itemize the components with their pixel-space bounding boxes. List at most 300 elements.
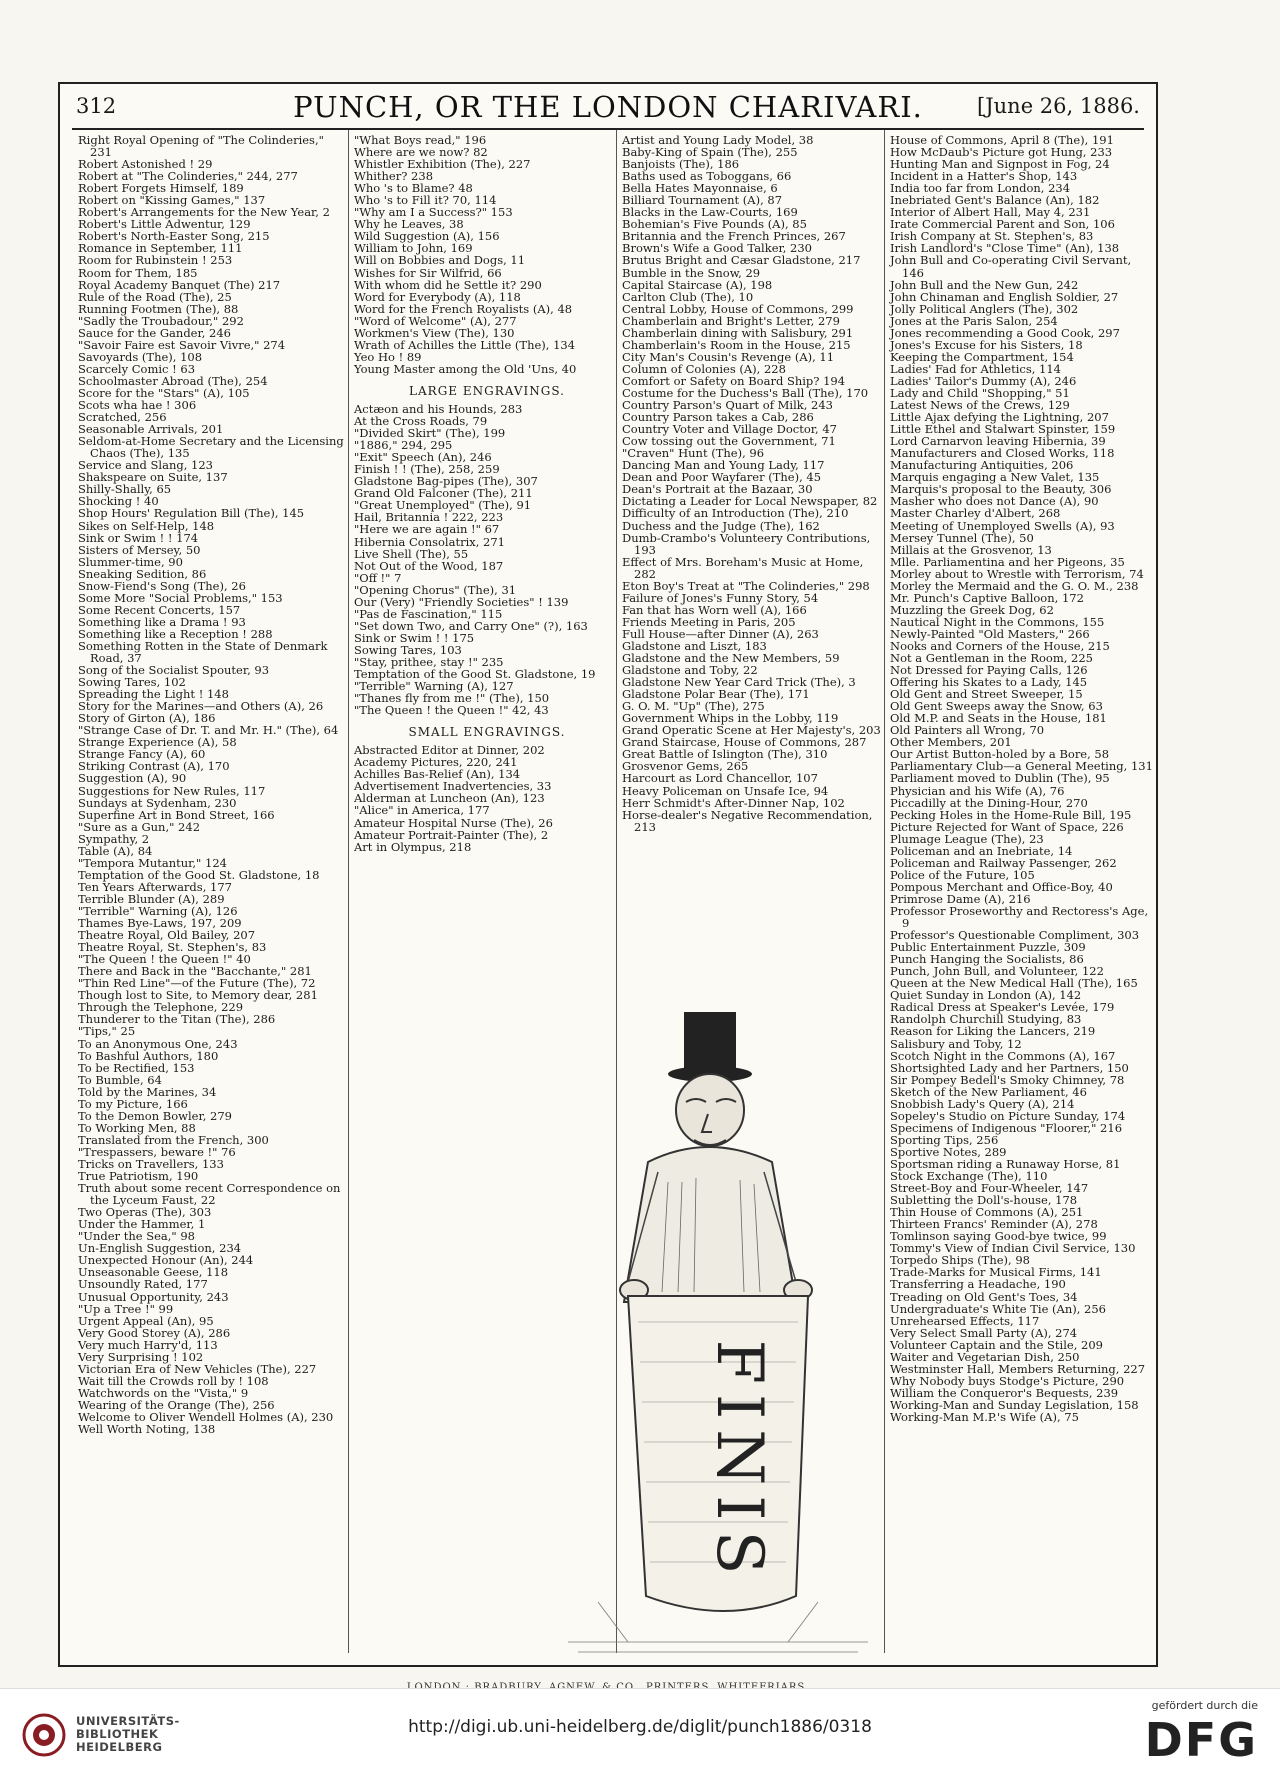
index-entry: Mr. Punch's Captive Balloon, 172 xyxy=(890,590,1084,605)
index-entry: Country Voter and Village Doctor, 47 xyxy=(622,422,837,437)
index-entry: Gladstone and Liszt, 183 xyxy=(622,638,767,653)
index-entry: Irish Company at St. Stephen's, 83 xyxy=(890,229,1094,244)
index-entry: Ten Years Afterwards, 177 xyxy=(78,879,232,894)
index-entry: Brutus Bright and Cæsar Gladstone, 217 xyxy=(622,253,861,268)
index-entry: "Off !" 7 xyxy=(354,570,402,585)
index-entry: Under the Hammer, 1 xyxy=(78,1217,206,1232)
index-entry: Billiard Tournament (A), 87 xyxy=(622,193,783,208)
index-entry: Trade-Marks for Musical Firms, 141 xyxy=(890,1265,1102,1280)
index-entry: Shakspeare on Suite, 137 xyxy=(78,470,228,485)
index-entry: Seasonable Arrivals, 201 xyxy=(78,422,224,437)
index-entry: "Pas de Fascination," 115 xyxy=(354,606,503,621)
index-entry: Parliamentary Club—a General Meeting, 131 xyxy=(890,759,1153,774)
index-entry: Marquis engaging a New Valet, 135 xyxy=(890,470,1100,485)
index-entry: Song of the Socialist Spouter, 93 xyxy=(78,663,270,678)
index-entry: Comfort or Safety on Board Ship? 194 xyxy=(622,373,846,388)
index-entry: Subletting the Doll's-house, 178 xyxy=(890,1193,1078,1208)
index-entry: Though lost to Site, to Memory dear, 281 xyxy=(78,988,318,1003)
index-entry: "The Queen ! the Queen !" 40 xyxy=(78,952,251,967)
index-entry: "Sure as a Gun," 242 xyxy=(78,819,201,834)
index-entry: G. O. M. "Up" (The), 275 xyxy=(622,699,765,714)
index-entry: True Patriotism, 190 xyxy=(78,1169,199,1184)
index-entry: Ladies' Fad for Athletics, 114 xyxy=(890,361,1061,376)
page-number: 312 xyxy=(76,94,117,118)
newspaper-page xyxy=(58,82,1158,1667)
index-entry: Professor's Questionable Compliment, 303 xyxy=(890,928,1140,943)
index-entry: Told by the Marines, 34 xyxy=(78,1084,217,1099)
index-entry: Chamberlain's Room in the House, 215 xyxy=(622,337,851,352)
index-entry: "Savoir Faire est Savoir Vivre," 274 xyxy=(78,337,286,352)
index-entry: Harcourt as Lord Chancellor, 107 xyxy=(622,771,818,786)
index-entry: Where are we now? 82 xyxy=(354,145,488,160)
index-entry: Friends Meeting in Paris, 205 xyxy=(622,614,796,629)
index-entry: Story for the Marines—and Others (A), 26 xyxy=(78,699,324,714)
index-entry: Actæon and his Hounds, 283 xyxy=(354,401,523,416)
index-entry: Schoolmaster Abroad (The), 254 xyxy=(78,373,268,388)
document-url-link[interactable]: http://digi.ub.uni-heidelberg.de/diglit/punch1886/0318 xyxy=(408,1717,872,1737)
index-entry: Through the Telephone, 229 xyxy=(78,1000,244,1015)
index-entry: Britannia and the French Princes, 267 xyxy=(622,229,846,244)
index-entry: Savoyards (The), 108 xyxy=(78,349,203,364)
index-entry: Dictating a Leader for Local Newspaper, 82 xyxy=(622,494,878,509)
index-entry: Unexpected Honour (An), 244 xyxy=(78,1253,254,1268)
index-entry: Hibernia Consolatrix, 271 xyxy=(354,534,505,549)
index-entry: Whither? 238 xyxy=(354,169,434,184)
index-entry: Sympathy, 2 xyxy=(78,831,150,846)
index-entry: India too far from London, 234 xyxy=(890,181,1071,196)
index-entry: Stock Exchange (The), 110 xyxy=(890,1169,1048,1184)
index-entry: Live Shell (The), 55 xyxy=(354,546,469,561)
index-entry: Romance in September, 111 xyxy=(78,241,243,256)
index-entry: Service and Slang, 123 xyxy=(78,458,213,473)
index-entry: Urgent Appeal (An), 95 xyxy=(78,1313,214,1328)
index-entry: Working-Man M.P.'s Wife (A), 75 xyxy=(890,1409,1079,1424)
index-entry: Thunderer to the Titan (The), 286 xyxy=(78,1012,276,1027)
index-entry: Banjoists (The), 186 xyxy=(622,157,740,172)
index-entry: Fan that has Worn well (A), 166 xyxy=(622,602,807,617)
index-entry: Failure of Jones's Funny Story, 54 xyxy=(622,590,819,605)
index-entry: Lady and Child "Shopping," 51 xyxy=(890,385,1070,400)
index-entry: Whistler Exhibition (The), 227 xyxy=(354,157,531,172)
index-entry: Quiet Sunday in London (A), 142 xyxy=(890,988,1082,1003)
index-entry: "Strange Case of Dr. T. and Mr. H." (The), 64 xyxy=(78,723,339,738)
index-entry: Transferring a Headache, 190 xyxy=(890,1277,1066,1292)
index-entry: Country Parson takes a Cab, 286 xyxy=(622,410,814,425)
index-entry: Interior of Albert Hall, May 4, 231 xyxy=(890,205,1091,220)
index-entry: "Here we are again !" 67 xyxy=(354,522,500,537)
index-entry: Word for the French Royalists (A), 48 xyxy=(354,301,573,316)
index-entry: Tommy's View of Indian Civil Service, 130 xyxy=(890,1241,1136,1256)
index-entry: Wearing of the Orange (The), 256 xyxy=(78,1397,275,1412)
index-entry: Terrible Blunder (A), 289 xyxy=(78,891,225,906)
index-entry: Sneaking Sedition, 86 xyxy=(78,566,207,581)
index-entry: Rule of the Road (The), 25 xyxy=(78,289,232,304)
index-entry: Translated from the French, 300 xyxy=(78,1132,269,1147)
index-entry: Alderman at Luncheon (An), 123 xyxy=(354,791,545,806)
index-entry: Yeo Ho ! 89 xyxy=(354,349,422,364)
index-entry: To be Rectified, 153 xyxy=(78,1060,195,1075)
index-entry: Slummer-time, 90 xyxy=(78,554,183,569)
figure-head xyxy=(676,1074,744,1146)
index-entry: "Trespassers, beware !" 76 xyxy=(78,1144,236,1159)
index-entry: Chamberlain dining with Salisbury, 291 xyxy=(622,325,854,340)
index-entry: Score for the "Stars" (A), 105 xyxy=(78,385,250,400)
index-column-1 xyxy=(78,134,344,1435)
index-entry: Thirteen Francs' Reminder (A), 278 xyxy=(890,1217,1098,1232)
index-entry: Something like a Drama ! 93 xyxy=(78,614,246,629)
index-entry: Scarcely Comic ! 63 xyxy=(78,361,196,376)
index-entry: Sopeley's Studio on Picture Sunday, 174 xyxy=(890,1108,1126,1123)
index-entry: How McDaub's Picture got Hung, 233 xyxy=(890,145,1113,160)
index-entry: "Stay, prithee, stay !" 235 xyxy=(354,654,504,669)
index-entry: Jones recommending a Good Cook, 297 xyxy=(890,325,1120,340)
index-entry: "Tips," 25 xyxy=(78,1024,136,1039)
index-entry: Very Good Storey (A), 286 xyxy=(78,1325,231,1340)
index-entry: With whom did he Settle it? 290 xyxy=(354,277,542,292)
index-entry: Sporting Tips, 256 xyxy=(890,1132,999,1147)
index-entry: Victorian Era of New Vehicles (The), 227 xyxy=(78,1361,317,1376)
index-entry: Why Nobody buys Stodge's Picture, 290 xyxy=(890,1373,1125,1388)
index-entry: Piccadilly at the Dining-Hour, 270 xyxy=(890,795,1088,810)
funded-by-label: gefördert durch die xyxy=(1151,1699,1258,1712)
index-entry: Robert Astonished ! 29 xyxy=(78,157,213,172)
index-entry: Reason for Liking the Lancers, 219 xyxy=(890,1024,1096,1039)
index-entry: Offering his Skates to a Lady, 145 xyxy=(890,675,1088,690)
index-entry: There and Back in the "Bacchante," 281 xyxy=(78,964,312,979)
index-entry: Difficulty of an Introduction (The), 210 xyxy=(622,506,849,521)
index-entry: Some Recent Concerts, 157 xyxy=(78,602,241,617)
issue-date: [June 26, 1886. xyxy=(977,94,1140,118)
index-entry: Undergraduate's White Tie (An), 256 xyxy=(890,1301,1106,1316)
index-entry: Wishes for Sir Wilfrid, 66 xyxy=(354,265,502,280)
index-entry: Academy Pictures, 220, 241 xyxy=(354,755,518,770)
index-entry: Running Footmen (The), 88 xyxy=(78,301,239,316)
index-entry: William to John, 169 xyxy=(354,241,473,256)
index-entry: Latest News of the Crews, 129 xyxy=(890,398,1070,413)
large-engravings-heading: LARGE ENGRAVINGS. xyxy=(409,383,565,398)
index-entry: Full House—after Dinner (A), 263 xyxy=(622,626,819,641)
index-entry: House of Commons, April 8 (The), 191 xyxy=(890,133,1114,147)
index-entry: Something Rotten in the State of Denmark Road, 37 xyxy=(78,638,328,666)
index-entry: Sowing Tares, 103 xyxy=(354,642,462,657)
index-entry: Shocking ! 40 xyxy=(78,494,159,509)
index-entry: Salisbury and Toby, 12 xyxy=(890,1036,1022,1051)
index-entry: Who 's to Blame? 48 xyxy=(354,181,473,196)
index-entry: Hail, Britannia ! 222, 223 xyxy=(354,510,504,525)
index-entry: To my Picture, 166 xyxy=(78,1096,188,1111)
index-entry: Picture Rejected for Want of Space, 226 xyxy=(890,819,1124,834)
index-entry: Primrose Dame (A), 216 xyxy=(890,891,1031,906)
index-entry: Pecking Holes in the Home-Rule Bill, 195 xyxy=(890,807,1132,822)
index-entry: Irish Landlord's "Close Time" (An), 138 xyxy=(890,241,1120,256)
index-entry: To Bumble, 64 xyxy=(78,1072,162,1087)
index-entry: Waiter and Vegetarian Dish, 250 xyxy=(890,1349,1080,1364)
index-entry: Theatre Royal, St. Stephen's, 83 xyxy=(78,940,267,955)
index-entry: Policeman and an Inebriate, 14 xyxy=(890,843,1073,858)
index-entry: Seldom-at-Home Secretary and the Licensing Chaos (The), 135 xyxy=(78,434,344,461)
index-entry: Sketch of the New Parliament, 46 xyxy=(890,1084,1087,1099)
library-name: UNIVERSITÄTS- BIBLIOTHEK HEIDELBERG xyxy=(76,1714,180,1754)
index-entry: Herr Schmidt's After-Dinner Nap, 102 xyxy=(622,795,845,810)
index-entry: Our Artist Button-holed by a Bore, 58 xyxy=(890,747,1110,762)
index-entry: Manufacturing Antiquities, 206 xyxy=(890,458,1074,473)
index-entry: Advertisement Inadvertencies, 33 xyxy=(354,779,552,794)
index-entry: Morley about to Wrestle with Terrorism, 74 xyxy=(890,566,1144,581)
index-entry: Gladstone and the New Members, 59 xyxy=(622,651,840,666)
index-entry: To an Anonymous One, 243 xyxy=(78,1036,238,1051)
index-entry: Dancing Man and Young Lady, 117 xyxy=(622,458,825,473)
index-entry: Temptation of the Good St. Gladstone, 19 xyxy=(354,667,596,682)
index-entry: Sink or Swim ! ! 175 xyxy=(354,630,475,645)
index-entry: Muzzling the Greek Dog, 62 xyxy=(890,602,1054,617)
index-entry: Welcome to Oliver Wendell Holmes (A), 230 xyxy=(78,1409,334,1424)
index-entry: Thames Bye-Laws, 197, 209 xyxy=(78,916,242,931)
index-entry: Nautical Night in the Commons, 155 xyxy=(890,614,1105,629)
index-entry: To Working Men, 88 xyxy=(78,1120,196,1135)
index-entry: Newly-Painted "Old Masters," 266 xyxy=(890,626,1090,641)
index-entry: At the Cross Roads, 79 xyxy=(354,414,488,429)
index-entry: Table (A), 84 xyxy=(78,843,153,858)
viewer-bottom-bar xyxy=(0,1688,1280,1777)
index-entry: Robert's Arrangements for the New Year, 2 xyxy=(78,205,330,220)
index-entry: Striking Contrast (A), 170 xyxy=(78,759,230,774)
figure-coat xyxy=(624,1147,796,1302)
index-entry: Shilly-Shally, 65 xyxy=(78,482,172,497)
index-entry: Not Dressed for Paying Calls, 126 xyxy=(890,663,1088,678)
index-entry: Old Gent Sweeps away the Snow, 63 xyxy=(890,699,1103,714)
index-entry: Police of the Future, 105 xyxy=(890,867,1035,882)
index-entry: Little Ethel and Stalwart Spinster, 159 xyxy=(890,422,1116,437)
index-entry: "Great Unemployed" (The), 91 xyxy=(354,498,532,513)
index-entry: Punch Hanging the Socialists, 86 xyxy=(890,952,1084,967)
index-entry: John Chinaman and English Soldier, 27 xyxy=(890,289,1119,304)
index-entry: Suggestion (A), 90 xyxy=(78,771,187,786)
index-entry: Heavy Policeman on Unsafe Ice, 94 xyxy=(622,783,829,798)
index-entry: Robert's North-Easter Song, 215 xyxy=(78,229,270,244)
index-entry: Temptation of the Good St. Gladstone, 18 xyxy=(78,867,320,882)
index-entry: Robert's Little Adwentur, 129 xyxy=(78,217,251,232)
index-entry: Suggestions for New Rules, 117 xyxy=(78,783,266,798)
index-entry: Strange Experience (A), 58 xyxy=(78,735,237,750)
index-entry: Manufacturers and Closed Works, 118 xyxy=(890,446,1115,461)
index-entry: Story of Girton (A), 186 xyxy=(78,711,216,726)
index-entry: "Tempora Mutantur," 124 xyxy=(78,855,227,870)
index-entry: "The Queen ! the Queen !" 42, 43 xyxy=(354,703,549,718)
index-entry: "What Boys read," 196 xyxy=(354,133,487,147)
index-entry: Grand Staircase, House of Commons, 287 xyxy=(622,735,867,750)
index-entry: Wait till the Crowds roll by ! 108 xyxy=(78,1373,269,1388)
small-engravings-heading: SMALL ENGRAVINGS. xyxy=(408,725,566,740)
index-entry: Robert Forgets Himself, 189 xyxy=(78,181,244,196)
index-entry: Carlton Club (The), 10 xyxy=(622,289,754,304)
index-entry: Our (Very) "Friendly Societies" ! 139 xyxy=(354,594,569,609)
index-entry: Truth about some recent Correspondence on the Lyceum Faust, 22 xyxy=(78,1181,341,1208)
index-entry: Master Charley d'Albert, 268 xyxy=(890,506,1061,521)
index-entry: Dean and Poor Wayfarer (The), 45 xyxy=(622,470,822,485)
index-entry: Wild Suggestion (A), 156 xyxy=(354,229,500,244)
index-entry: Blacks in the Law-Courts, 169 xyxy=(622,205,798,220)
index-entry: John Bull and the New Gun, 242 xyxy=(890,277,1079,292)
index-entry: "Up a Tree !" 99 xyxy=(78,1301,174,1316)
index-entry: Very much Harry'd, 113 xyxy=(78,1337,218,1352)
index-entry: Watchwords on the "Vista," 9 xyxy=(78,1385,249,1400)
index-entry: Bohemian's Five Pounds (A), 85 xyxy=(622,217,807,232)
index-entry: William the Conqueror's Bequests, 239 xyxy=(890,1385,1119,1400)
index-entry: Amateur Portrait-Painter (The), 2 xyxy=(354,827,549,842)
index-entry: Scots wha hae ! 306 xyxy=(78,398,197,413)
index-entry: Eton Boy's Treat at "The Colinderies," 298 xyxy=(622,578,870,593)
index-entry: Hunting Man and Signpost in Fog, 24 xyxy=(890,157,1110,172)
index-entry: Street-Boy and Four-Wheeler, 147 xyxy=(890,1181,1089,1196)
index-entry: "Craven" Hunt (The), 96 xyxy=(622,446,765,461)
index-entry: Old Gent and Street Sweeper, 15 xyxy=(890,687,1083,702)
index-entry: Jones at the Paris Salon, 254 xyxy=(890,313,1058,328)
index-entry: Mlle. Parliamentina and her Pigeons, 35 xyxy=(890,554,1125,569)
index-entry: Robert on "Kissing Games," 137 xyxy=(78,193,266,208)
index-entry: Word for Everybody (A), 118 xyxy=(354,289,521,304)
index-entry: Sir Pompey Bedell's Smoky Chimney, 78 xyxy=(890,1072,1125,1087)
index-entry: Chamberlain and Bright's Letter, 279 xyxy=(622,313,840,328)
index-entry: Tricks on Travellers, 133 xyxy=(78,1156,224,1171)
index-entry: Amateur Hospital Nurse (The), 26 xyxy=(354,815,553,830)
index-entry: Old Painters all Wrong, 70 xyxy=(890,723,1045,738)
index-column-2 xyxy=(354,134,620,853)
index-entry: Shortsighted Lady and her Partners, 150 xyxy=(890,1060,1129,1075)
index-entry: Inebriated Gent's Balance (An), 182 xyxy=(890,193,1100,208)
index-entry: Government Whips in the Lobby, 119 xyxy=(622,711,839,726)
index-entry: Country Parson's Quart of Milk, 243 xyxy=(622,398,833,413)
index-entry: Strange Fancy (A), 60 xyxy=(78,747,206,762)
index-entry: Effect of Mrs. Boreham's Music at Home, 282 xyxy=(622,554,864,581)
index-entry: Dumb-Crambo's Volunteery Contributions, 193 xyxy=(622,530,871,557)
index-entry: Treading on Old Gent's Toes, 34 xyxy=(890,1289,1078,1304)
index-entry: Punch, John Bull, and Volunteer, 122 xyxy=(890,964,1104,979)
index-entry: Grand Operatic Scene at Her Majesty's, 203 xyxy=(622,723,881,738)
index-entry: "Word of Welcome" (A), 277 xyxy=(354,313,517,328)
index-entry: Unrehearsed Effects, 117 xyxy=(890,1313,1040,1328)
index-entry: Not a Gentleman in the Room, 225 xyxy=(890,651,1094,666)
index-entry: Who 's to Fill it? 70, 114 xyxy=(354,193,497,208)
index-entry: "Under the Sea," 98 xyxy=(78,1229,195,1244)
index-entry: Sportsman riding a Runaway Horse, 81 xyxy=(890,1156,1121,1171)
index-entry: "Terrible" Warning (A), 126 xyxy=(78,904,238,918)
index-entry: Tomlinson saying Good-bye twice, 99 xyxy=(890,1229,1107,1244)
top-hat-icon xyxy=(684,1012,736,1072)
dfg-logo[interactable] xyxy=(1098,1699,1258,1769)
index-entry: Randolph Churchill Studying, 83 xyxy=(890,1012,1082,1027)
index-entry: Room for Rubinstein ! 253 xyxy=(78,253,233,268)
index-entry: Ladies' Tailor's Dummy (A), 246 xyxy=(890,373,1077,388)
index-entry: Wrath of Achilles the Little (The), 134 xyxy=(354,337,576,352)
index-entry: Robert at "The Colinderies," 244, 277 xyxy=(78,169,298,184)
index-entry: "Thanes fly from me !" (The), 150 xyxy=(354,691,550,706)
index-entry: Policeman and Railway Passenger, 262 xyxy=(890,855,1117,870)
index-entry: Very Surprising ! 102 xyxy=(78,1349,204,1364)
index-entry: Costume for the Duchess's Ball (The), 170 xyxy=(622,385,869,400)
index-entry: Abstracted Editor at Dinner, 202 xyxy=(354,743,545,758)
index-entry: "Opening Chorus" (The), 31 xyxy=(354,582,517,597)
index-entry: Brown's Wife a Good Talker, 230 xyxy=(622,241,812,256)
index-entry: Thin House of Commons (A), 251 xyxy=(890,1205,1084,1220)
index-entry: Working-Man and Sunday Legislation, 158 xyxy=(890,1397,1139,1412)
index-entry: Snow-Fiend's Song (The), 26 xyxy=(78,578,246,593)
index-entry: Shop Hours' Regulation Bill (The), 145 xyxy=(78,506,305,521)
index-entry: Duchess and the Judge (The), 162 xyxy=(622,518,820,533)
index-entry: "1886," 294, 295 xyxy=(354,438,453,453)
index-entry: Public Entertainment Puzzle, 309 xyxy=(890,940,1086,955)
index-entry: City Man's Cousin's Revenge (A), 11 xyxy=(622,349,835,364)
index-entry: Jolly Political Anglers (The), 302 xyxy=(890,301,1079,316)
index-entry: Gladstone New Year Card Trick (The), 3 xyxy=(622,675,856,690)
index-entry: Physician and his Wife (A), 76 xyxy=(890,783,1065,798)
index-entry: Royal Academy Banquet (The) 217 xyxy=(78,277,281,292)
index-entry: Gladstone and Toby, 22 xyxy=(622,663,758,678)
page-header xyxy=(72,88,1144,130)
index-entry: Will on Bobbies and Dogs, 11 xyxy=(354,253,526,268)
index-entry: Achilles Bas-Relief (An), 134 xyxy=(354,767,521,782)
index-entry: Spreading the Light ! 148 xyxy=(78,687,229,702)
index-entry: Sisters of Mersey, 50 xyxy=(78,542,201,557)
index-entry: Great Battle of Islington (The), 310 xyxy=(622,747,828,762)
index-entry: Bumble in the Snow, 29 xyxy=(622,265,761,280)
index-entry: Baths used as Toboggans, 66 xyxy=(622,169,792,184)
index-entry: Jones's Excuse for his Sisters, 18 xyxy=(890,337,1083,352)
index-entry: Two Operas (The), 303 xyxy=(78,1205,212,1220)
index-entry: Grand Old Falconer (The), 211 xyxy=(354,486,533,501)
index-entry: "Set down Two, and Carry One" (?), 163 xyxy=(354,618,588,633)
index-entry: Well Worth Noting, 138 xyxy=(78,1422,216,1437)
index-entry: Scotch Night in the Commons (A), 167 xyxy=(890,1048,1116,1063)
index-entry: Sikes on Self-Help, 148 xyxy=(78,518,215,533)
index-entry: Workmen's View (The), 130 xyxy=(354,325,515,340)
index-entry: Cow tossing out the Government, 71 xyxy=(622,434,836,449)
index-entry: Gladstone Bag-pipes (The), 307 xyxy=(354,474,538,489)
index-entry: Finish ! ! (The), 258, 259 xyxy=(354,462,500,477)
dfg-wordmark: DFG xyxy=(1144,1713,1258,1767)
index-entry: Column of Colonies (A), 228 xyxy=(622,361,786,376)
index-entry: Marquis's proposal to the Beauty, 306 xyxy=(890,482,1112,497)
index-entry: "Sadly the Troubadour," 292 xyxy=(78,313,244,328)
index-entry: Why he Leaves, 38 xyxy=(354,217,464,232)
index-entry: Right Royal Opening of "The Colinderies," 231 xyxy=(78,133,324,160)
index-entry: "Exit" Speech (An), 246 xyxy=(354,450,492,465)
index-entry: Room for Them, 185 xyxy=(78,265,198,280)
index-entry: Horse-dealer's Negative Recommendation, 213 xyxy=(622,807,873,834)
index-entry: Millais at the Grosvenor, 13 xyxy=(890,542,1052,557)
index-entry: "Alice" in America, 177 xyxy=(354,803,490,818)
index-entry: Central Lobby, House of Commons, 299 xyxy=(622,301,854,316)
index-entry: Bella Hates Mayonnaise, 6 xyxy=(622,181,778,196)
index-entry: Mersey Tunnel (The), 50 xyxy=(890,530,1034,545)
index-entry: Other Members, 201 xyxy=(890,735,1012,750)
index-entry: Nooks and Corners of the House, 215 xyxy=(890,638,1110,653)
index-entry: Irate Commercial Parent and Son, 106 xyxy=(890,217,1115,232)
index-entry: Artist and Young Lady Model, 38 xyxy=(622,133,814,147)
index-entry: Snobbish Lady's Query (A), 214 xyxy=(890,1096,1075,1111)
column-rule xyxy=(348,130,349,1653)
index-entry: "Terrible" Warning (A), 127 xyxy=(354,679,514,694)
index-entry: Unusual Opportunity, 243 xyxy=(78,1289,229,1304)
index-entry: To the Demon Bowler, 279 xyxy=(78,1108,232,1123)
index-entry: Little Ajax defying the Lightning, 207 xyxy=(890,410,1109,425)
index-entry: Radical Dress at Speaker's Levée, 179 xyxy=(890,1000,1115,1015)
index-entry: Lord Carnarvon leaving Hibernia, 39 xyxy=(890,434,1106,449)
index-entry: Unsoundly Rated, 177 xyxy=(78,1277,208,1292)
index-column-3 xyxy=(622,134,888,833)
index-column-4 xyxy=(890,134,1156,1423)
index-entry: Unseasonable Geese, 118 xyxy=(78,1265,229,1280)
index-entry: Theatre Royal, Old Bailey, 207 xyxy=(78,928,256,943)
